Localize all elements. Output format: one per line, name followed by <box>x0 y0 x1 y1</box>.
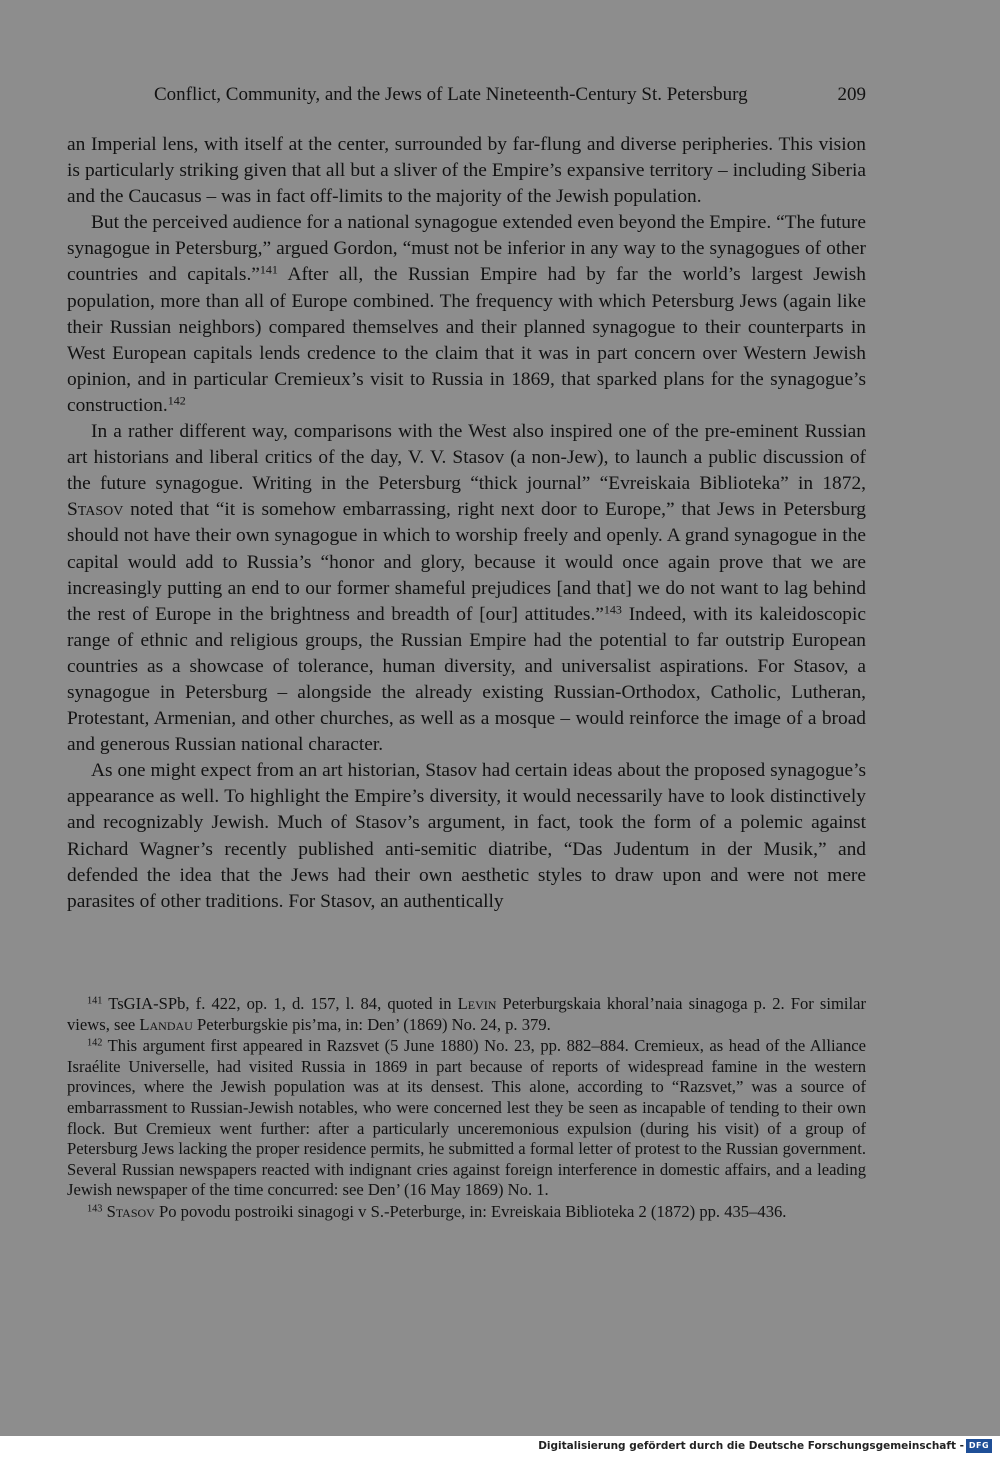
author-name-landau: Landau <box>139 1014 193 1034</box>
paragraph-text: Indeed, with its kaleidoscopic range of ethnic and religious groups, the Russian Empire had the potential to far outstrip European countries as a showcase of tolerance, human diversity, and universalist aspirations. For Stasov, a synagogue in Petersburg – alongside the already existing Russian-Orthodox, Catholic, Lutheran, Protestant, Armenian, and other churches, as well as a mosque – would reinforce the image of a broad and generous Russian national character. <box>67 603 866 756</box>
footnote-141 <box>67 994 866 1035</box>
paragraph-4 <box>67 758 866 915</box>
footnotes <box>67 994 866 1224</box>
author-name-levin: Levin <box>457 994 497 1013</box>
footnote-text: This argument first appeared in Razsvet (5 June 1880) No. 23, pp. 882–884. Cremieux, as head of the Alliance Israélite Universelle, had visited Russia in 1869 in part because of reports of widespread famine in the western provinces, where the Jewish population was at its densest. This alone, according to “Razsvet,” was a source of embarrassment to Russian-Jewish notables, who were concerned lest they be seen as incapable of tending to their own flock. But Cremieux went further: after a particularly unceremonious expulsion (during his visit) of a group of Petersburg Jews lacking the proper residence permits, he submitted a formal letter of protest to the Russian government. Several Russian newspapers reacted with indignant cries against foreign interference in domestic affairs, and a leading Jewish newspaper of the time concurred: see Den’ (16 May 1869) No. 1. <box>67 1036 866 1200</box>
footnote-142 <box>67 1036 866 1201</box>
paragraph-3 <box>67 419 866 758</box>
footnote-text: TsGIA-SPb, f. 422, op. 1, d. 157, l. 84, quoted in <box>102 994 458 1013</box>
footnote-ref-141: 141 <box>259 262 278 277</box>
dfg-logo-icon: DFG <box>966 1439 992 1453</box>
paragraph-text: But the perceived audience for a national synagogue extended even beyond the Empire. “The future synagogue in Petersburg,” argued Gordon, “must not be inferior in any way to the synagogues of other countries and capitals.” <box>67 212 866 286</box>
body-text <box>67 132 866 915</box>
footnote-number: 142 <box>87 1037 103 1049</box>
author-name-stasov: Stasov <box>67 499 124 521</box>
paragraph-text: noted that “it is somehow embarrassing, right next door to Europe,” that Jews in Petersburg should not have their own synagogue in which to worship freely and openly. A grand synagogue in the capital would add to Russia’s “honor and glory, because it would once again prove that we are increasingly putting an end to our former shameful prejudices [and that] we do not want to lag behind the rest of Europe in the brightness and breadth of [our] attitudes.” <box>67 499 866 625</box>
footnote-text: Peterburgskaia khoral’naia sinagoga p. 2. For similar views, see <box>67 994 866 1034</box>
author-name-stasov: Stasov <box>106 1201 155 1221</box>
footnote-text: Po povodu postroiki sinagogi v S.-Peterburge, in: Evreiskaia Biblioteka 2 (1872) pp. 435–436. <box>154 1201 787 1221</box>
paragraph-text: an Imperial lens, with itself at the center, surrounded by far-flung and diverse peripheries. This vision is particularly striking given that all but a sliver of the Empire’s expansive territory – including Siberia and the Caucasus – was in fact off-limits to the majority of the Jewish population. <box>67 134 866 208</box>
footnote-143 <box>67 1202 866 1223</box>
footnote-text: Peterburgskie pis’ma, in: Den’ (1869) No. 24, p. 379. <box>192 1014 551 1034</box>
paragraph-text: In a rather different way, comparisons with the West also inspired one of the pre-eminent Russian art historians and liberal critics of the day, V. V. Stasov (a non-Jew), to launch a public discussion of the future synagogue. Writing in the Petersburg “thick journal” “Evreiskaia Biblioteka” in 1872, <box>67 421 866 495</box>
paragraph-text: After all, the Russian Empire had by far the world’s largest Jewish population, more than all of Europe combined. The frequency with which Petersburg Jews (again like their Russian neighbors) compared themselves and their planned synagogue to their counterparts in West European capitals lends credence to the claim that it was in part concern over Western Jewish opinion, and in particular Cremieux’s visit to Russia in 1869, that sparked plans for the synagogue’s construction. <box>67 264 866 416</box>
footnote-ref-142: 142 <box>167 393 186 408</box>
footnote-number: 141 <box>87 995 103 1007</box>
digitization-footer <box>0 1436 1000 1457</box>
paragraph-2 <box>67 210 866 419</box>
running-title: Conflict, Community, and the Jews of Late Nineteenth-Century St. Petersburg <box>154 84 748 105</box>
paragraph-text: As one might expect from an art historian, Stasov had certain ideas about the proposed synagogue’s appearance as well. To highlight the Empire’s diversity, it would necessarily have to look distinctively and recognizably Jewish. Much of Stasov’s argument, in fact, took the form of a polemic against Richard Wagner’s recently published anti-semitic diatribe, “Das Judentum in der Musik,” and defended the idea that the Jews had their own aesthetic styles to draw upon and were not mere parasites of other traditions. For Stasov, an authentically <box>67 760 866 912</box>
paragraph-1 <box>67 132 866 210</box>
funding-notice: Digitalisierung gefördert durch die Deutsche Forschungsgemeinschaft - <box>538 1440 964 1452</box>
footnote-ref-143: 143 <box>603 602 622 617</box>
page-number: 209 <box>837 84 866 105</box>
footnote-number: 143 <box>87 1203 103 1215</box>
